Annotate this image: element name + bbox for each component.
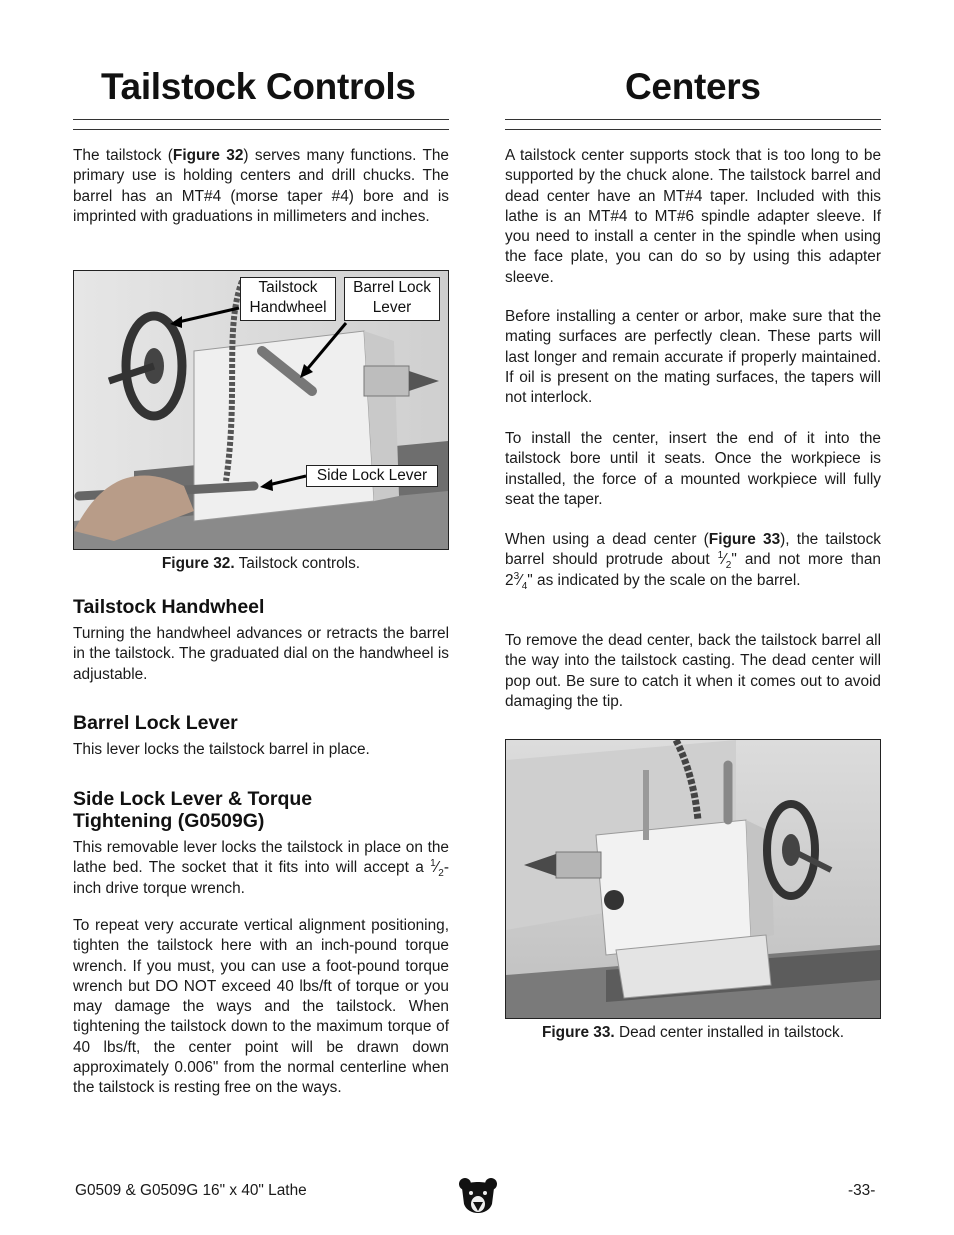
figure-32-caption-label: Figure 32. xyxy=(161,555,235,572)
callout-barrel-line2: Lever xyxy=(372,299,412,316)
heading-side-lock-line2: Tightening (G0509G) xyxy=(73,810,265,832)
callout-handwheel-line1: Tailstock xyxy=(258,279,318,296)
callout-tailstock-handwheel xyxy=(240,277,336,321)
callout-barrel-line1: Barrel Lock xyxy=(353,279,431,296)
figure-32-photo xyxy=(73,270,449,550)
intro-paragraph: The tailstock (Figure 32) serves many functions. The primary use is holding centers and drill chucks. The barrel has an MT#4 (morse taper #4) bore and is imprinted with graduations in millimeters and inches. xyxy=(73,147,449,225)
centers-paragraph-4: When using a dead center (Figure 33), the tailstock barrel should protrude about $^1⁄_2$" and not more than $2^3⁄_4$" as indicated by the scale on the barrel. xyxy=(505,531,881,592)
title-rule-bottom-right xyxy=(505,129,881,130)
centers-paragraph-1: A tailstock center supports stock that is too long to be supported by the chuck alone. The tailstock barrel and dead center have an MT#4 taper. Included with this lathe is an MT#4 to MT#6 spindle adapter sleeve. If you need to install a center in the spindle when using the face plate, you can do so by using this adapter sleeve. xyxy=(505,147,881,286)
centers-paragraph-5: To remove the dead center, back the tailstock barrel all the way into the tailstock casting. The dead center will pop out. Be sure to catch it when it comes out to avoid damaging the tip. xyxy=(505,632,881,710)
heading-tailstock-handwheel: Tailstock Handwheel xyxy=(73,596,265,618)
figure-32-caption-text: Tailstock controls. xyxy=(234,555,361,572)
section-title-centers: Centers xyxy=(625,66,761,107)
title-rule-top-right xyxy=(505,119,881,120)
callout-barrel-lock-lever xyxy=(344,277,440,321)
section-title-tailstock-controls: Tailstock Controls xyxy=(101,66,416,107)
figure-33-caption-label: Figure 33. xyxy=(542,1024,615,1041)
footer-model: G0509 & G0509G 16" x 40" Lathe xyxy=(75,1182,307,1199)
callout-side-lock-lever: Side Lock Lever xyxy=(306,465,438,487)
centers-paragraph-3: To install the center, insert the end of it into the tailstock bore until it seats. Once the workpiece is installed, the force of a mounted workpiece will fully seat the taper. xyxy=(505,430,881,508)
figure-33-caption-text: Dead center installed in tailstock. xyxy=(614,1024,844,1041)
bear-logo-icon xyxy=(458,1176,498,1220)
centers-paragraph-2: Before installing a center or arbor, make sure that the mating surfaces are perfectly clean. These parts will last longer and remain accurate if properly maintained. If oil is present on the mating surfaces, the tapers will not interlock. xyxy=(505,308,881,407)
figure-32-caption xyxy=(73,555,449,573)
figure-33-caption xyxy=(505,1024,881,1042)
text-tailstock-handwheel: Turning the handwheel advances or retracts the barrel in the tailstock. The graduated dial on the handwheel is adjustable. xyxy=(73,625,449,683)
text-torque-tightening: To repeat very accurate vertical alignment positioning, tighten the tailstock here with an inch-pound torque wrench. If you must, you can use a foot-pound torque wrench but DO NOT exceed 40 lbs/ft of torque or you may damage the ways and the tailstock. When tightening the tailstock down to the maximum torque of 40 lbs/ft, the center point will be drawn down approximately 0.006" from the normal centerline when the tailstock is resting free on the ways. xyxy=(73,917,449,1097)
heading-side-lock-line1: Side Lock Lever & Torque xyxy=(73,788,313,810)
page-number: -33- xyxy=(848,1182,876,1199)
figure-33-photo xyxy=(505,739,881,1019)
title-rule-top xyxy=(73,119,449,120)
heading-barrel-lock-lever: Barrel Lock Lever xyxy=(73,712,238,734)
dead-center-photo-illustration xyxy=(506,740,880,1018)
title-rule-bottom xyxy=(73,129,449,130)
callout-handwheel-line2: Handwheel xyxy=(249,299,327,316)
text-side-lock-lever: This removable lever locks the tailstock in place on the lathe bed. The socket that it fits into will accept a $^1⁄_2$-inch drive torque wrench. xyxy=(73,839,449,897)
heading-side-lock-lever xyxy=(73,788,449,832)
text-barrel-lock-lever: This lever locks the tailstock barrel in place. xyxy=(73,741,370,758)
